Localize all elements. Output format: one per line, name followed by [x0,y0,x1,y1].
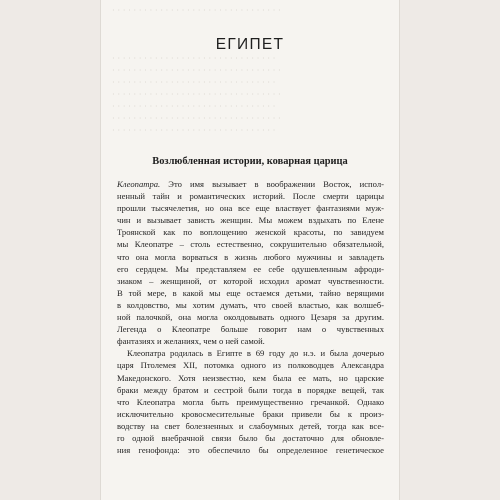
text-span: Это имя вызывает в воображении Восток, испол- [160,179,384,189]
text-line: исключительно кровосмесительные браки привели бы к произ- [117,408,384,419]
text-line: зиаком – женщиной, от которой исходил аромат чувственности. [117,275,384,286]
text-line [117,178,384,190]
text-line: Троянской как по воплощению женской красоты, по завидуем [117,227,384,238]
text-line: его сердцем. Мы представляем ее себе одушевленным афроди- [117,263,384,274]
text-line: чин и вызывает зависть женщин. Мы можем вздыхать по Елене [117,215,384,226]
text-line: браки между братом и сестрой были тогда в порядке вещей, так [117,384,384,395]
text-line: фантазиях и желаниях, чем о ней самой. [117,336,265,347]
text-line: царя Птолемея XII, потомка одного из полководцев Александра [117,360,384,371]
text-line: ной палочкой, она могла околдовывать одного Цезаря за другим. [117,312,384,323]
text-line: прошли тысячелетия, но она все еще властвует фантазиями муж- [117,203,384,214]
section-title: Возлюбленная истории, коварная царица [152,156,348,167]
text-line: Легенда о Клеопатре больше говорит нам о чувственных [117,324,384,335]
lead-word: Клеопатра. [117,179,161,189]
text-line: мы Клеопатре – столь естественно, сокрушительно обязательной, [117,239,384,250]
text-line: что Клеопатра могла быть преимущественно гречанкой. Однако [117,396,384,407]
text-line: Македонского. Хотя неизвестно, кем была ее мать, но царские [117,372,384,383]
text-line: водству на свет болезненных и слабоумных детей, тогда как все- [117,420,384,431]
text-line: го одной внебрачной связи было бы достаточно для обновле- [117,432,384,443]
text-line: в колдовство, мы хотим думать, что своей властью, как волшеб- [117,299,384,310]
text-line: ненный тайн и романтических историй. После смерти царицы [117,191,384,202]
chapter-title: ЕГИПЕТ [215,36,285,53]
text-line: В той мере, в какой мы еще остаемся детьми, тайно верящими [117,287,384,298]
text-line: ния генофонда: это обеспечило бы определенное генетическое [117,445,384,456]
text-line: Клеопатра родилась в Египте в 69 году до н.э. и была дочерью [127,348,384,359]
body-text [117,178,384,456]
text-line: что она могла ворваться в жизнь любого мужчины и завладеть [117,251,384,262]
bleed-through-text: · · · · · · · · · · · · · · · · · · · · · · · · · · · · · · · · · · · · · · · · · · · · · · · · · · · · · · · · · · · · · · · · · · · · · · · · · · · · · · · · · · · · · · · · · · · · · · · · · · · · · · · · · · · · · · · · · · · · · · · · · · · · · · · · · · · · · · · · · · · · · · · · · · · · · · · · · · · · · · · · · · · · · · · · · · · · · · · · · · · · · · · · · · · · · · · · · · · · · · · · · · · · · · · · · · · · · · · · · · · · · · · · · · · · · · · · · · · · · · · · · · · · · · · · · · · · [112,5,282,135]
